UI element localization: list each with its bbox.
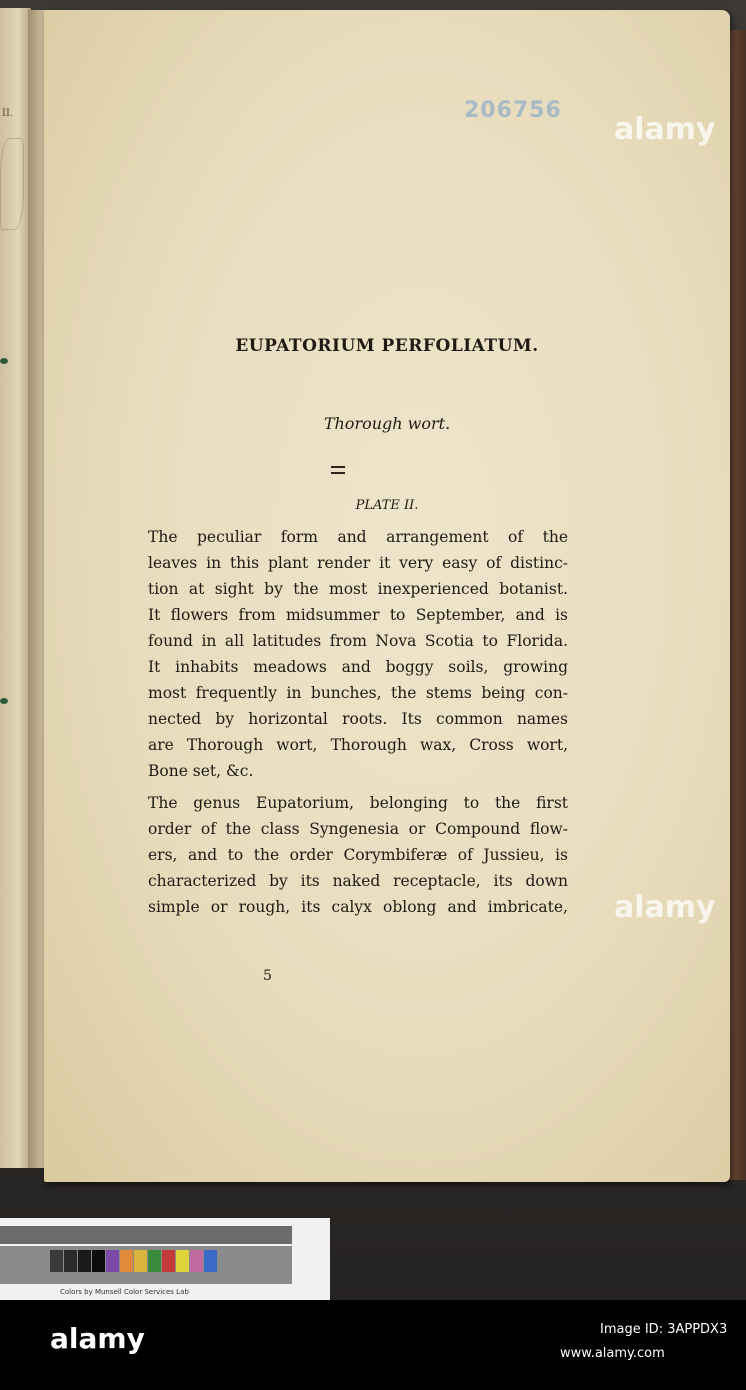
plant-title: EUPATORIUM PERFOLIATUM. [235, 336, 539, 356]
color-swatch [92, 1250, 105, 1272]
color-swatch [106, 1250, 119, 1272]
scale-ruler [0, 1226, 292, 1244]
text-line: ers, and to the order Corymbiferæ of Jussieu, is [148, 846, 568, 864]
library-stamp: 206756 [464, 98, 562, 123]
text-line: It flowers from midsummer to September, and is [148, 606, 568, 624]
book-page [44, 10, 730, 1182]
body-text [148, 524, 568, 920]
text-line: simple or rough, its calyx oblong and imbricate, [148, 898, 568, 916]
text-line: tion at sight by the most inexperienced botanist. [148, 580, 568, 598]
left-page-mark: II. [2, 108, 14, 119]
page-number: 5 [263, 968, 272, 984]
leaf-fragment [0, 358, 8, 364]
text-line: leaves in this plant render it very easy of distinc- [148, 554, 568, 572]
color-swatch [204, 1250, 217, 1272]
text-line: order of the class Syngenesia or Compound flow- [148, 820, 568, 838]
text-line: found in all latitudes from Nova Scotia to Florida. [148, 632, 568, 650]
text-line: Bone set, &c. [148, 762, 254, 780]
text-line: The genus Eupatorium, belonging to the first [148, 794, 568, 812]
plate-label: PLATE II. [355, 498, 419, 513]
color-swatch [190, 1250, 203, 1272]
left-page-edge [0, 8, 31, 1168]
text-line: nected by horizontal roots. Its common names [148, 710, 568, 728]
color-swatch [120, 1250, 133, 1272]
watermark: alamy [614, 890, 716, 925]
color-swatch [134, 1250, 147, 1272]
color-swatch [176, 1250, 189, 1272]
book-cover-edge [728, 30, 746, 1180]
text-line: characterized by its naked receptacle, its down [148, 872, 568, 890]
leaf-fragment [0, 698, 8, 704]
text-line: most frequently in bunches, the stems being con- [148, 684, 568, 702]
plant-sketch-fragment [0, 138, 24, 230]
text-line: The peculiar form and arrangement of the [148, 528, 568, 546]
color-swatch [162, 1250, 175, 1272]
text-line: It inhabits meadows and boggy soils, growing [148, 658, 568, 676]
color-calibration-card [0, 1218, 330, 1300]
common-name: Thorough wort. [323, 414, 451, 433]
image-id: Image ID: 3APPDX3 [600, 1322, 728, 1337]
footer-url: www.alamy.com [560, 1346, 665, 1361]
footer-logo: alamy [50, 1322, 145, 1355]
color-swatch [78, 1250, 91, 1272]
watermark: alamy [614, 112, 716, 147]
colorbar-credit: Colors by Munsell Color Services Lab [60, 1288, 189, 1296]
text-line: are Thorough wort, Thorough wax, Cross wort, [148, 736, 568, 754]
color-swatches [50, 1250, 217, 1272]
paragraph [148, 790, 568, 920]
color-swatch [148, 1250, 161, 1272]
double-rule [331, 466, 345, 474]
color-swatch [64, 1250, 77, 1272]
color-swatch [50, 1250, 63, 1272]
paragraph [148, 524, 568, 784]
